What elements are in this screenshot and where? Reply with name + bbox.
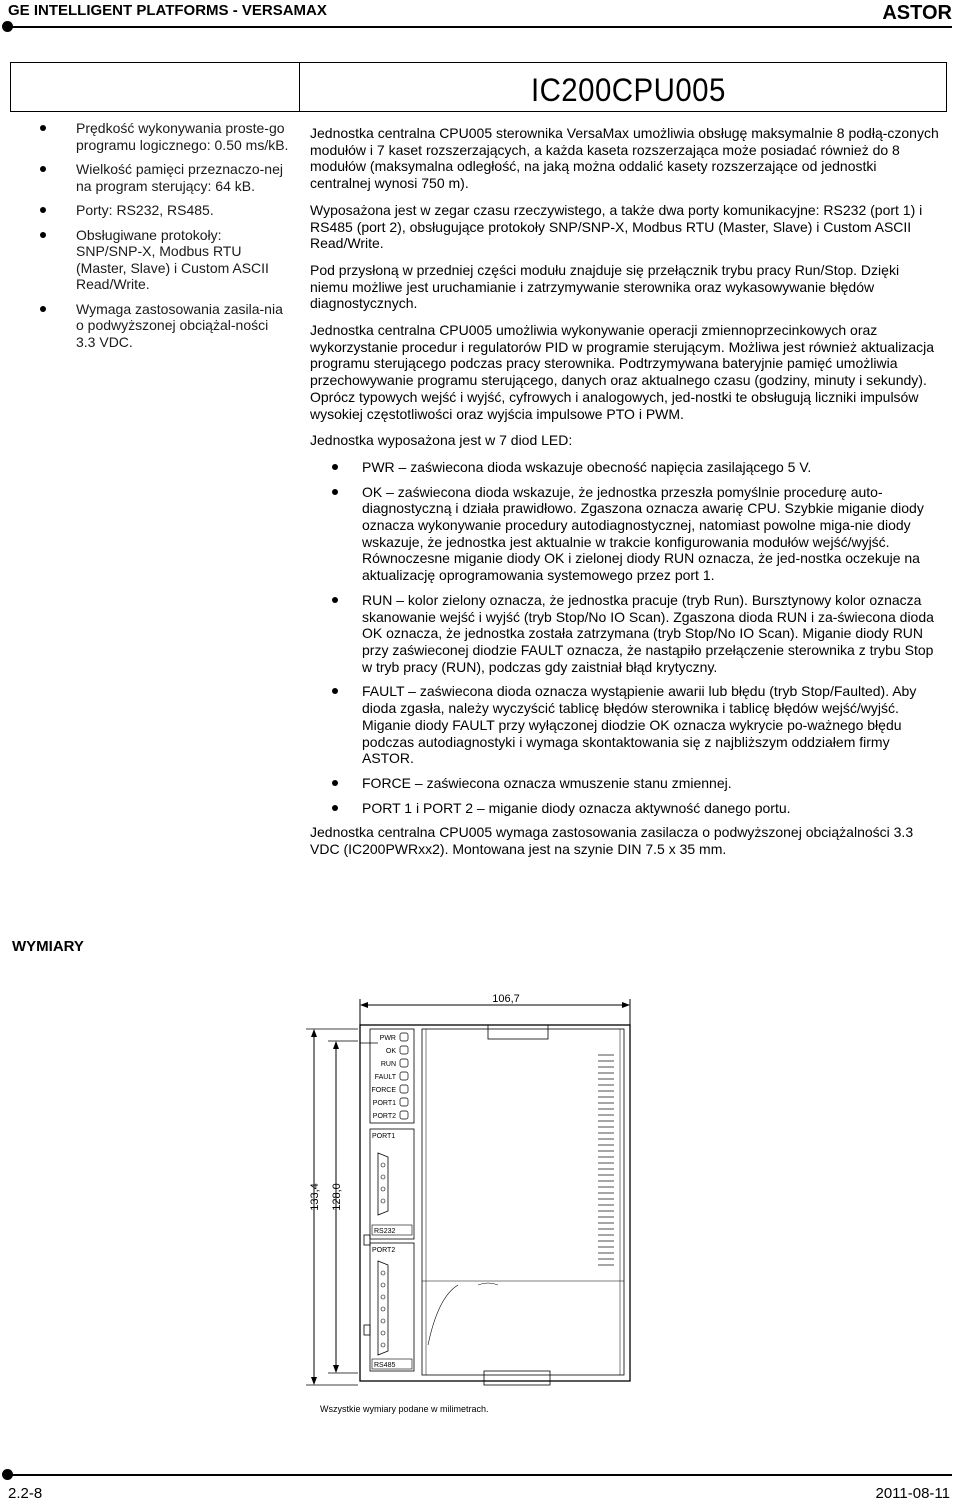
led-item-force: FORCE – zaświecona oznacza wmuszenie stanu zmiennej.	[310, 775, 940, 792]
paragraph: Jednostka wyposażona jest w 7 diod LED:	[310, 432, 573, 449]
page-header	[0, 0, 960, 34]
section-heading: WYMIARY	[12, 938, 84, 955]
port2-label: PORT2	[372, 1247, 396, 1254]
led-item-fault: FAULT – zaświecona dioda oznacza wystąpienie awarii lub błędu (tryb Stop/Faulted). Aby dioda zgasła, należy wyczyścić tablicę błędów sterownika i tablicę błędów wejść/wyjść. Miganie diody FAULT przy wyłączonej diodzie OK oznacza wykrycie po-ważnego błędu podczas autodiagnostyki i wymaga skontaktowania się z najbliższym oddziałem firmy ASTOR.	[310, 683, 940, 767]
led-item-pwr: PWR – zaświecona dioda wskazuje obecność napięcia zasilającego 5 V.	[310, 459, 940, 476]
spec-item: Wielkość pamięci przeznaczo-nej na program sterujący: 64 kB.	[40, 161, 290, 194]
led-label: PORT2	[372, 1113, 396, 1120]
led-label: PORT1	[372, 1100, 396, 1107]
header-company: GE INTELLIGENT PLATFORMS - VERSAMAX	[8, 2, 327, 19]
footer-rule	[8, 1474, 952, 1476]
header-rule	[8, 26, 952, 28]
paragraph: Wyposażona jest w zegar czasu rzeczywistego, a także dwa porty komunikacyjne: RS232 (port 1) i RS485 (port 2), obsługujące protokoły SNP/SNP-X, Modbus RTU (Master, Slave) i Custom ASCII Read/Write.	[310, 201, 923, 252]
vent-grille	[598, 1055, 614, 1265]
led-label: FORCE	[371, 1087, 396, 1094]
spec-item: Wymaga zastosowania zasila-nia o podwyższonej obciążal-ności 3.3 VDC.	[40, 301, 290, 351]
led-label: OK	[385, 1048, 396, 1055]
drawing-caption: Wszystkie wymiary podane w milimetrach.	[320, 1404, 489, 1414]
paragraph: Jednostka centralna CPU005 umożliwia wykonywanie operacji zmiennoprzecinkowych oraz wykorzystanie procedur i regulatorów PID w programie sterującym. Możliwa jest również aktualizacja programu sterującego podczas pracy sterownika. Podtrzymywana bateryjnie pamięć umożliwia przechowywanie programu sterującego, danych oraz aktualnego czasu (godziny, minuty i sekundy). Oprócz typowych wejść i wyjść, cyfrowych i analogowych, jed-nostki te obsługują liczniki impulsów wysokiej częstotliwości oraz wyjścia impulsowe PTO i PWM.	[310, 322, 935, 422]
page-title: IC200CPU005	[531, 72, 726, 108]
title-left-box	[10, 62, 300, 112]
page-date: 2011-08-11	[875, 1485, 950, 1502]
spec-item: Obsługiwane protokoły: SNP/SNP-X, Modbus RTU (Master, Slave) i Custom ASCII Read/Write.	[40, 227, 290, 293]
rs485-label: RS485	[374, 1362, 396, 1369]
spec-item: Porty: RS232, RS485.	[40, 202, 290, 219]
closing-paragraph: Jednostka centralna CPU005 wymaga zastosowania zasilacza o podwyższonej obciążalności 3.3 VDC (IC200PWRxx2). Montowana jest na szynie DIN 7.5 x 35 mm.	[310, 824, 914, 858]
spec-item: Prędkość wykonywania proste-go programu logicznego: 0.50 ms/kB.	[40, 120, 290, 153]
led-item-run: RUN – kolor zielony oznacza, że jednostka pracuje (tryb Run). Bursztynowy kolor oznacza skanowanie wejść i wyjść (tryb Stop/No IO Scan). Zgaszona dioda RUN i za-świecona dioda OK oznacza, że jednostka została zatrzymana (tryb Stop/No IO Scan). Miganie diody RUN przy zaświeconej diodzie FAULT oznacza, że nastąpiło przełączenie sterownika z trybu Stop w tryb pracy (RUN), podczas gdy zaistniał błąd krytyczny.	[310, 592, 940, 676]
page-number: 2.2-8	[8, 1485, 43, 1502]
paragraph: Jednostka centralna CPU005 sterownika VersaMax umożliwia obsługę maksymalnie 8 podłą-czonych modułów i 7 kaset rozszerzających, a każda kaseta rozszerzająca może posiadać również do 8 modułów (maksymalna odległość, na jaką można oddalić kasety rozszerzające od jednostki centralnej wynosi 750 m).	[310, 125, 939, 192]
led-label: RUN	[380, 1061, 396, 1068]
footer-dot	[2, 1469, 13, 1480]
header-dot	[2, 21, 13, 32]
main-text	[310, 125, 940, 868]
led-label: PWR	[379, 1035, 396, 1042]
spec-list	[40, 120, 290, 358]
led-item-ok: OK – zaświecona dioda wskazuje, że jednostka przeszła pomyślnie procedurę auto-diagnostyczną i działa prawidłowo. Zgaszona oznacza awarię CPU. Szybkie miganie diody oznacza wykonywanie procedury autodiagnostycznej, natomiast powolne miga-nie diody wskazuje, że jednostka jest aktualnie w trakcie konfigurowania modułów wejść/wyjść. Równoczesne miganie diody OK i zielonej diody RUN oznacza, że jed-nostka oczekuje na aktualizację oprogramowania systemowego przez port 1.	[310, 484, 940, 584]
led-label: FAULT	[374, 1074, 396, 1081]
port1-label: PORT1	[372, 1133, 396, 1140]
dim-height-outer: 133,4	[309, 1183, 321, 1211]
header-brand: ASTOR	[882, 2, 952, 24]
dim-height-inner: 128,0	[331, 1183, 343, 1211]
rs232-label: RS232	[374, 1228, 396, 1235]
led-list	[310, 459, 940, 816]
led-item-ports: PORT 1 i PORT 2 – miganie diody oznacza aktywność danego portu.	[310, 800, 940, 817]
dim-width: 106,7	[492, 993, 520, 1005]
paragraph: Pod przysłoną w przedniej części modułu znajduje się przełącznik trybu pracy Run/Stop. Dzięki niemu możliwe jest uruchamianie i zatrzymywanie sterownika oraz wykasowywanie błędów diagnostycznych.	[310, 261, 900, 312]
dimension-drawing	[298, 985, 648, 1425]
